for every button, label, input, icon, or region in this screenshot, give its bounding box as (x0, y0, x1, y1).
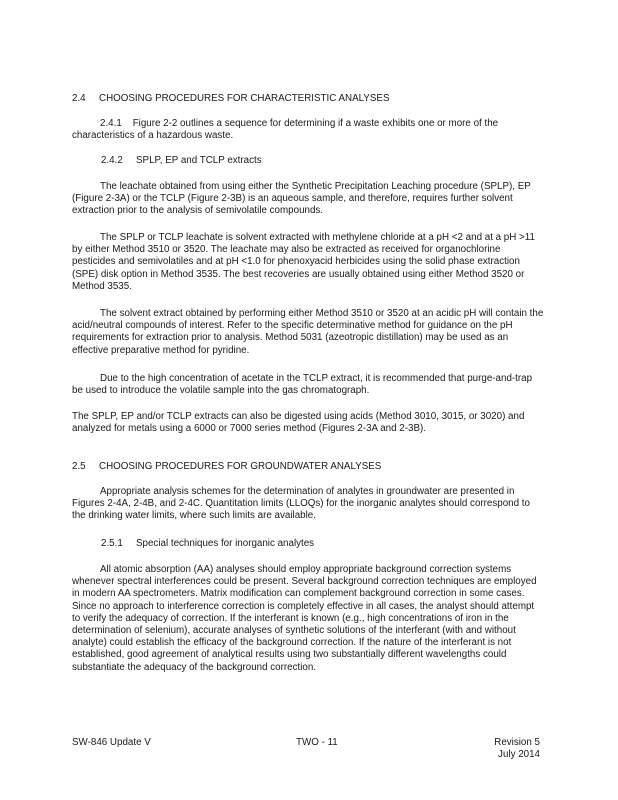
section-number: 2.5 (72, 461, 86, 472)
footer-revision-block (494, 737, 540, 761)
subsection-title: Special techniques for inorganic analytes (136, 538, 315, 549)
paragraph-leachate: The leachate obtained from using either the Synthetic Precipitation Leaching procedure (SPLP), EP (Figure 2-3A) or the TCLP (Figure 2-3B) is an aqueous sample, and therefore, requires further solvent extraction prior to the analysis of semivolatile compounds. (72, 181, 531, 217)
section-2-4-heading (72, 93, 390, 105)
paragraph-acetate: Due to the high concentration of acetate in the TCLP extract, it is recommended that purge-and-trap be used to introduce the volatile sample into the gas chromatograph. (72, 373, 533, 397)
section-title: CHOOSING PROCEDURES FOR GROUNDWATER ANALYSES (99, 461, 382, 472)
paragraph-solvent-extract: The solvent extract obtained by performing either Method 3510 or 3520 at an acidic pH will contain the acid/neutral compounds of interest. Refer to the specific determinative method for guidance on the pH requirements for extraction prior to analysis. Method 5031 (azeotropic distillation) may be used as an effective preparative method for pyridine. (72, 308, 544, 356)
subsection-number: 2.5.1 (101, 538, 123, 549)
section-2-4-1-paragraph (72, 118, 544, 142)
subsection-number: 2.4.1 (100, 118, 122, 129)
footer-revision: Revision 5 (494, 737, 540, 748)
footer-page-number: TWO - 11 (296, 737, 338, 748)
section-2-4-2-heading (101, 155, 262, 167)
paragraph-solvent-extraction: The SPLP or TCLP leachate is solvent extracted with methylene chloride at a pH <2 and at a pH >11 by either Method 3510 or 3520. The leachate may also be extracted as received for organochlorine pesticides and semivolatiles and at pH <1.0 for phenoxyacid herbicides using the solid phase extraction (SPE) disk option in Method 3535. The best recoveries are usually obtained using either Method 3520 or Method 3535. (72, 232, 535, 292)
subsection-number: 2.4.2 (101, 155, 123, 166)
paragraph-digestion: The SPLP, EP and/or TCLP extracts can also be digested using acids (Method 3010, 3015, or 3020) and analyzed for metals using a 6000 or 7000 series method (Figures 2-3A and 2-3B). (72, 411, 525, 435)
footer-date: July 2014 (498, 749, 540, 761)
section-2-5-1-heading (101, 538, 314, 550)
footer-document-id: SW-846 Update V (72, 737, 151, 748)
paragraph-groundwater: Appropriate analysis schemes for the determination of analytes in groundwater are presented in Figures 2-4A, 2-4B, and 2-4C. Quantitation limits (LLOQs) for the inorganic analytes should correspond to the drinking water limits, where such limits are available. (72, 486, 530, 522)
section-title: CHOOSING PROCEDURES FOR CHARACTERISTIC ANALYSES (99, 93, 390, 104)
paragraph-atomic-absorption: All atomic absorption (AA) analyses should employ appropriate background correction systems whenever spectral interferences could be present. Several background correction techniques are employed in modern AA spectrometers. Matrix modification can complement background correction in some cases. Since no approach to interference correction is completely effective in all cases, the analyst should attempt to verify the adequacy of correction. If the interferant is known (e.g., high concentrations of iron in the determination of selenium), accurate analyses of synthetic solutions of the interferant (with and without analyte) could establish the efficacy of the background correction. If the nature of the interferant is not established, good agreement of analytical results using two substantially different wavelengths could substantiate the adequacy of the background correction. (72, 564, 537, 673)
section-2-5-heading (72, 461, 381, 473)
subsection-title: SPLP, EP and TCLP extracts (136, 155, 262, 166)
section-number: 2.4 (72, 93, 86, 104)
paragraph-text: Figure 2-2 outlines a sequence for determining if a waste exhibits one or more of the characteristics of a hazardous waste. (72, 118, 499, 142)
